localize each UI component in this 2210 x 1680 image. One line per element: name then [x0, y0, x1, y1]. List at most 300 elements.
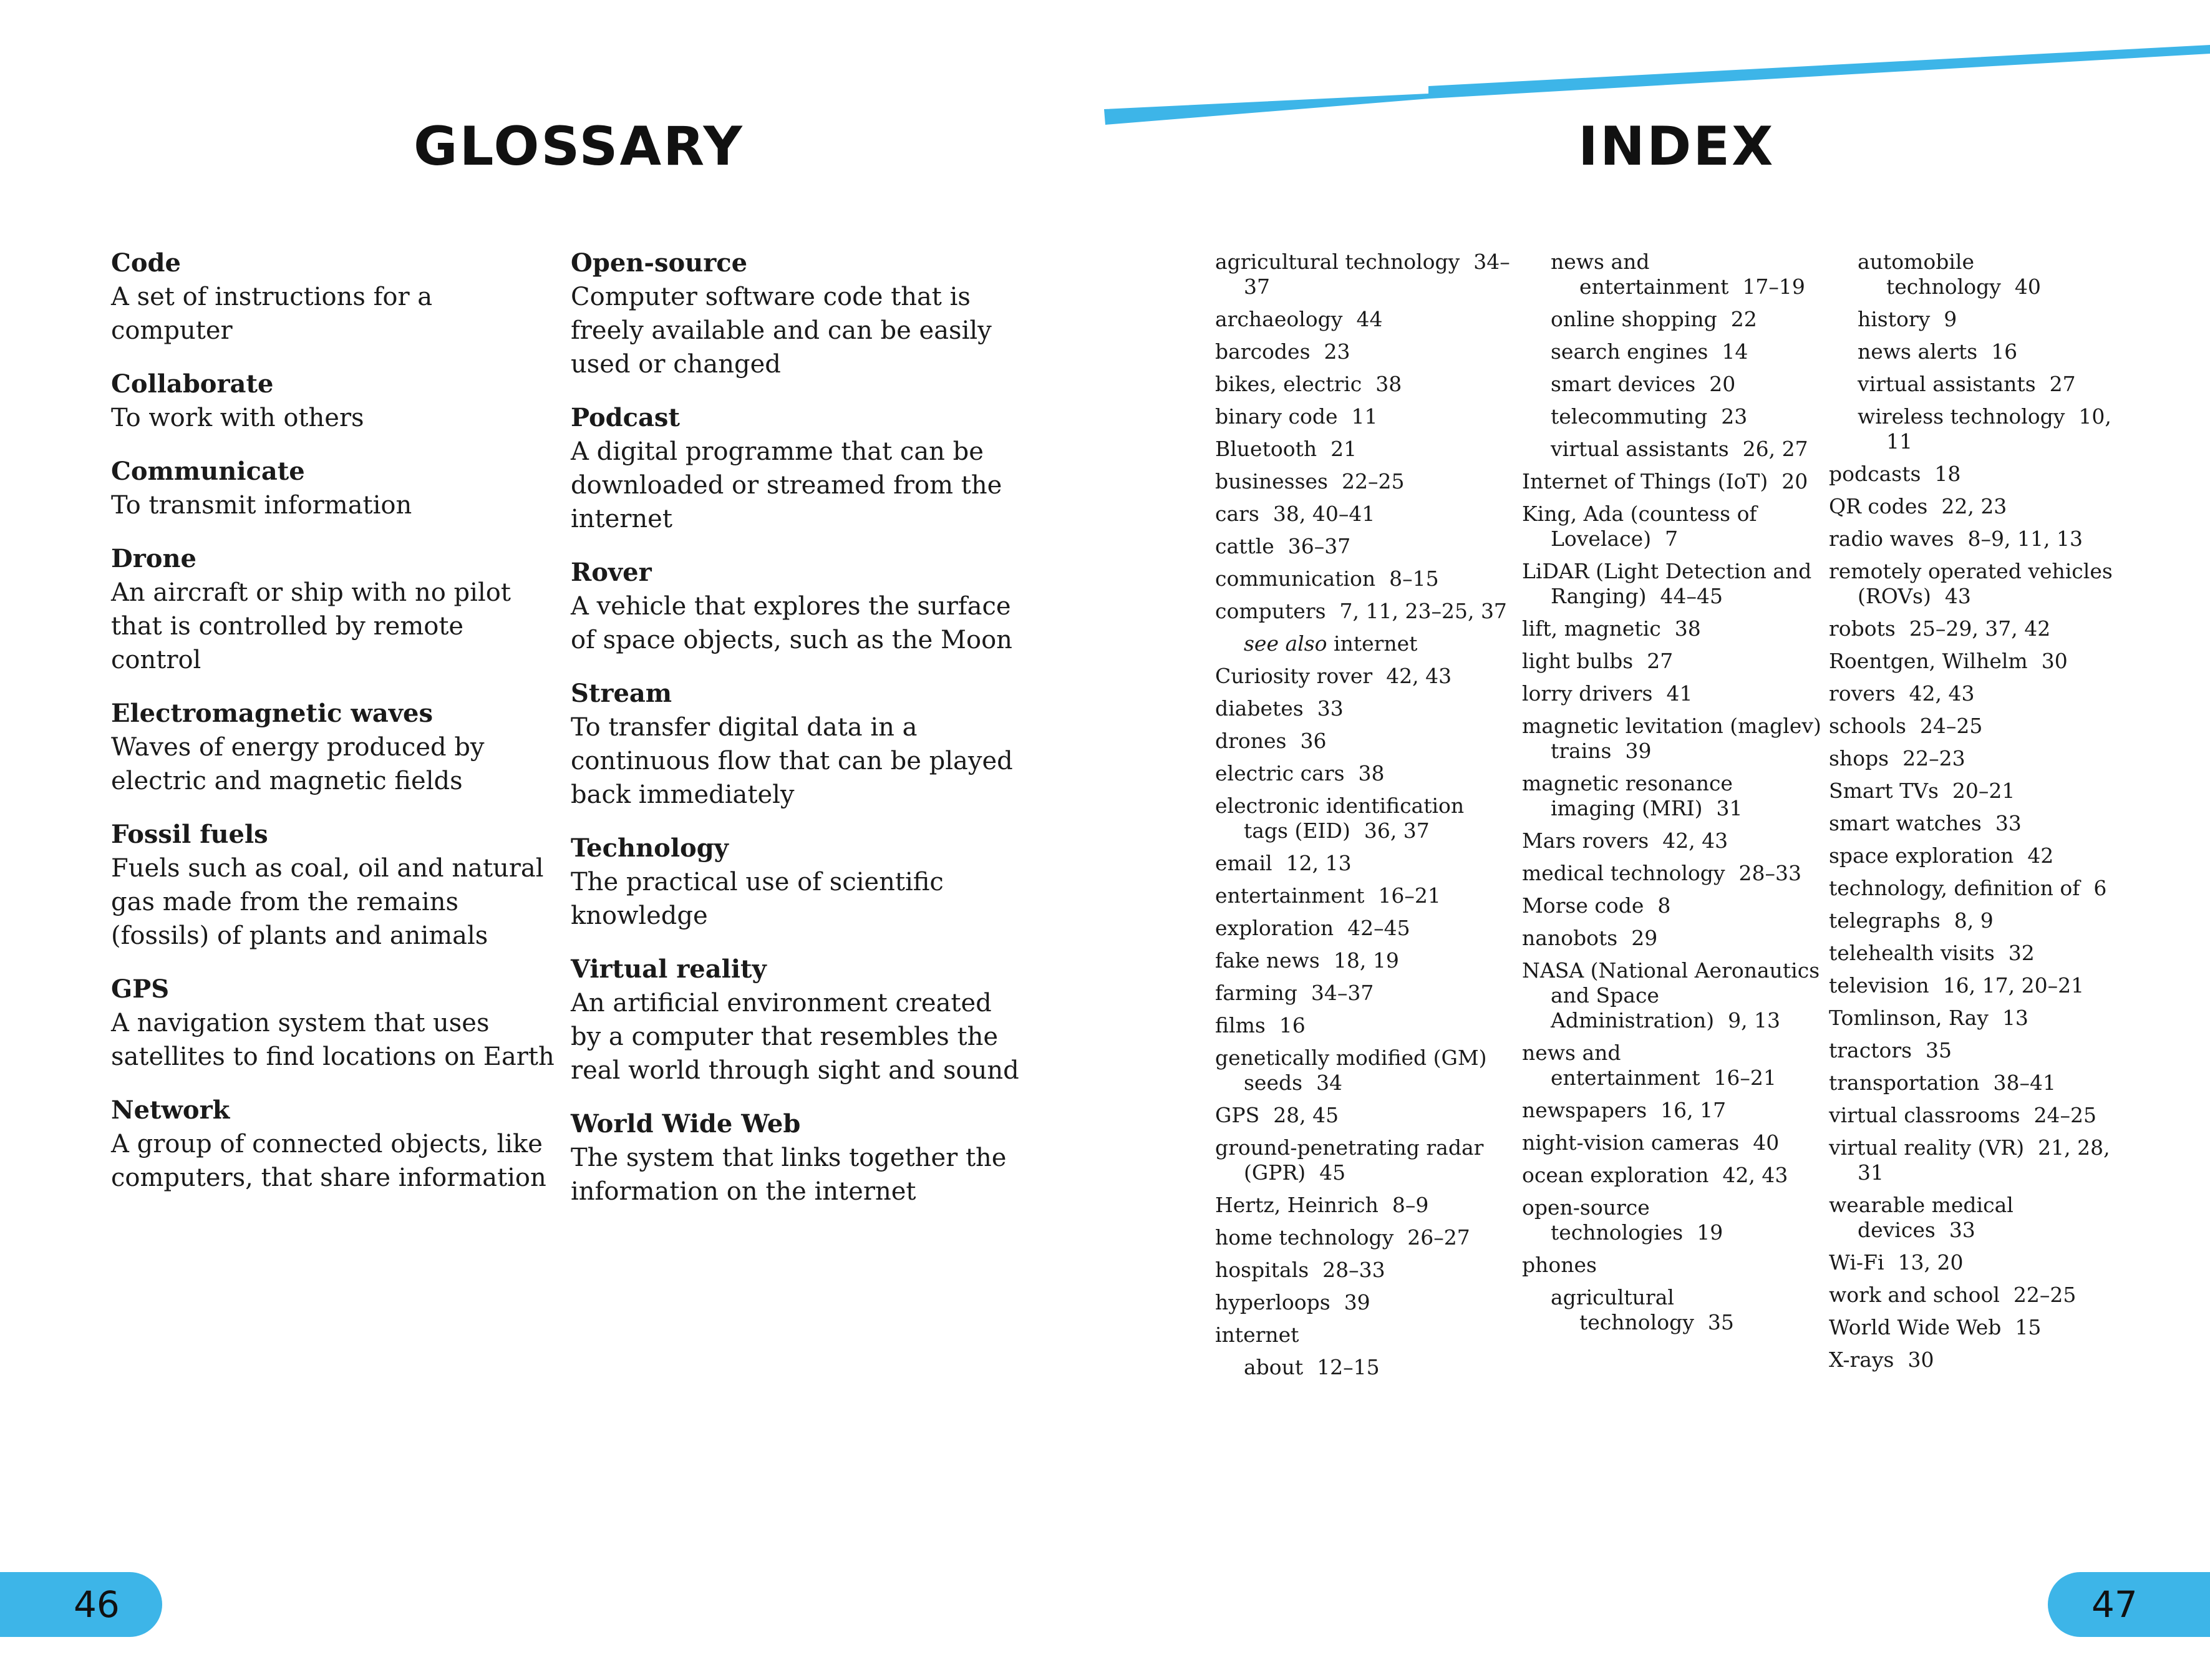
glossary-definition: A digital programme that can be downloaded or streamed from the internet: [571, 437, 1002, 533]
index-entry: [1215, 534, 1515, 559]
index-term: virtual assistants: [1858, 372, 2036, 396]
index-pages: 8–15: [1389, 566, 1439, 591]
index-term: computers: [1215, 599, 1326, 623]
index-entry: [1215, 761, 1515, 786]
glossary-term: GPS: [111, 974, 170, 1004]
index-pages: 6: [2093, 876, 2107, 900]
index-entry: [1829, 1006, 2128, 1031]
index-term: NASA (National Aeronautics and Space Administration): [1522, 958, 1820, 1032]
index-term: Curiosity rover: [1215, 664, 1373, 688]
index-entry: [1215, 1193, 1515, 1218]
index-entry: [1829, 462, 2128, 487]
index-entry: [1829, 616, 2128, 641]
index-term: fake news: [1215, 948, 1320, 973]
index-entry: [1215, 794, 1515, 843]
index-pages: 34–37: [1311, 981, 1374, 1005]
index-term: films: [1215, 1013, 1266, 1037]
index-entry: [1829, 1071, 2128, 1095]
index-pages: 36, 37: [1364, 818, 1430, 843]
glossary-entry: [111, 455, 560, 522]
index-pages: 39: [1625, 739, 1652, 763]
index-entry: [1829, 1347, 2128, 1372]
index-term: Hertz, Heinrich: [1215, 1193, 1379, 1217]
index-pages: 27: [2049, 372, 2076, 396]
index-entry: [1215, 729, 1515, 754]
page-number-left: 46: [74, 1583, 120, 1626]
index-term: Roentgen, Wilhelm: [1829, 649, 2028, 673]
index-pages: 22–23: [1902, 746, 1965, 770]
index-term: smart devices: [1551, 372, 1696, 396]
glossary-definition: To transfer digital data in a continuous flow that can be played back immediately: [571, 713, 1013, 809]
index-entry: [1522, 1130, 1821, 1155]
index-entry: [1215, 469, 1515, 494]
index-term: magnetic levitation (maglev) trains: [1522, 714, 1821, 763]
index-entry: [1829, 494, 2128, 519]
index-pages: 38, 40–41: [1272, 502, 1375, 526]
index-entry: [1522, 1041, 1821, 1090]
index-entry: [1522, 502, 1821, 551]
index-entry: [1522, 469, 1821, 494]
index-term: telegraphs: [1829, 908, 1941, 933]
index-column-1: [1215, 250, 1515, 1387]
glossary-term: Rover: [571, 558, 652, 587]
glossary-definition: To work with others: [111, 404, 364, 432]
index-pages: 22–25: [2013, 1283, 2077, 1307]
glossary-entry: [571, 677, 1020, 812]
index-term: bikes, electric: [1215, 372, 1362, 396]
index-pages: 24–25: [2033, 1103, 2097, 1127]
index-pages: 13: [2002, 1006, 2028, 1030]
index-term: ocean exploration: [1522, 1163, 1709, 1187]
index-term: night-vision cameras: [1522, 1130, 1740, 1155]
glossary-definition: Waves of energy produced by electric and magnetic fields: [111, 733, 485, 795]
index-term: Mars rovers: [1522, 828, 1649, 853]
index-pages: 18: [1934, 462, 1961, 486]
index-term: Internet of Things (IoT): [1522, 469, 1768, 493]
index-entry: [1522, 1163, 1821, 1188]
index-term: Bluetooth: [1215, 437, 1317, 461]
index-term: exploration: [1215, 916, 1334, 940]
index-term: agricultural technology: [1551, 1285, 1694, 1334]
index-pages: 7: [1665, 527, 1679, 551]
index-term: wearable medical devices: [1829, 1193, 2014, 1242]
index-term: nanobots: [1522, 926, 1618, 950]
index-pages: 35: [1707, 1310, 1734, 1334]
index-term: wireless technology: [1858, 404, 2065, 429]
index-pages: 43: [1944, 584, 1971, 608]
index-term: World Wide Web: [1829, 1315, 2002, 1339]
index-term: phones: [1522, 1253, 1597, 1277]
index-entry: [1829, 876, 2128, 901]
glossary-definition: A set of instructions for a computer: [111, 283, 433, 345]
index-pages: 17–19: [1742, 274, 1805, 299]
index-pages: 36: [1300, 729, 1327, 753]
index-pages: 24–25: [1919, 714, 1983, 738]
index-entry: [1829, 1103, 2128, 1128]
index-pages: 44–45: [1660, 584, 1723, 608]
page-number-tab-left: [0, 1572, 162, 1637]
index-pages: 9: [1944, 307, 1957, 331]
index-term: remotely operated vehicles (ROVs): [1829, 559, 2113, 608]
index-entry: [1829, 746, 2128, 771]
index-pages: 20–21: [1952, 779, 2015, 803]
glossary-entry: [111, 697, 560, 798]
index-term: schools: [1829, 714, 1906, 738]
index-entry: [1522, 616, 1821, 641]
index-entry: [1829, 908, 2128, 933]
glossary-definition: A group of connected objects, like computers, that share information: [111, 1130, 546, 1192]
index-entry: [1829, 559, 2128, 609]
index-entry: [1522, 861, 1821, 886]
index-pages: 45: [1319, 1160, 1346, 1185]
index-entry: [1829, 372, 2128, 397]
glossary-term: World Wide Web: [571, 1109, 801, 1139]
index-term: telehealth visits: [1829, 941, 1995, 965]
index-entry: [1522, 1253, 1821, 1278]
index-term: tractors: [1829, 1038, 1912, 1062]
index-pages: 12–15: [1317, 1355, 1380, 1379]
glossary-term: Electromagnetic waves: [111, 699, 433, 728]
index-column-3: [1829, 250, 2128, 1380]
index-entry: [1522, 681, 1821, 706]
index-term: archaeology: [1215, 307, 1343, 331]
index-term: hyperloops: [1215, 1290, 1330, 1314]
index-entry: [1215, 1103, 1515, 1128]
index-term: businesses: [1215, 469, 1328, 493]
index-term: binary code: [1215, 404, 1338, 429]
index-pages: 29: [1631, 926, 1658, 950]
index-pages: 42, 43: [1909, 681, 1975, 706]
index-term: smart watches: [1829, 811, 1982, 835]
index-entry: [1829, 1135, 2128, 1185]
glossary-definition: The practical use of scientific knowledge: [571, 868, 944, 930]
index-entry: [1215, 307, 1515, 332]
index-entry: [1215, 664, 1515, 689]
index-pages: 40: [1753, 1130, 1780, 1155]
glossary-entry: [571, 246, 1020, 381]
index-term: cattle: [1215, 534, 1274, 558]
index-pages: 11: [1351, 404, 1378, 429]
glossary-term: Communicate: [111, 457, 305, 486]
index-entry: [1215, 1225, 1515, 1250]
page-number-right: 47: [2091, 1583, 2138, 1626]
index-term: genetically modified (GM) seeds: [1215, 1046, 1487, 1095]
glossary-term: Fossil fuels: [111, 820, 268, 849]
index-see-also: see also: [1244, 631, 1327, 656]
index-pages: 42: [2027, 843, 2054, 868]
index-pages: 31: [1716, 796, 1743, 820]
index-entry: [1522, 372, 1821, 397]
glossary-term: Technology: [571, 833, 729, 863]
index-term: automobile technology: [1858, 250, 2001, 299]
index-entry: [1215, 1323, 1515, 1347]
index-entry: [1522, 339, 1821, 364]
index-term: QR codes: [1829, 494, 1928, 518]
index-entry: [1829, 307, 2128, 332]
index-entry: [1215, 948, 1515, 973]
index-pages: 20: [1781, 469, 1808, 493]
index-entry: [1215, 1290, 1515, 1315]
index-term: farming: [1215, 981, 1297, 1005]
index-entry: [1522, 893, 1821, 918]
index-term: electronic identification tags (EID): [1215, 794, 1465, 843]
index-pages: 30: [1907, 1347, 1934, 1372]
index-term: light bulbs: [1522, 649, 1634, 673]
glossary-term: Virtual reality: [571, 954, 767, 984]
index-entry: [1522, 307, 1821, 332]
index-pages: 8–9, 11, 13: [1967, 527, 2083, 551]
index-pages: 22–25: [1341, 469, 1405, 493]
index-pages: 19: [1697, 1220, 1723, 1245]
index-term: transportation: [1829, 1071, 1980, 1095]
index-entry: [1215, 250, 1515, 299]
index-entry: [1215, 437, 1515, 462]
index-term: ground-penetrating radar (GPR): [1215, 1135, 1484, 1185]
index-pages: 33: [1949, 1218, 1975, 1242]
glossary-term: Collaborate: [111, 369, 274, 399]
index-term: Morse code: [1522, 893, 1644, 918]
index-term: virtual reality (VR): [1829, 1135, 2025, 1160]
index-pages: 16–21: [1713, 1066, 1776, 1090]
index-term: robots: [1829, 616, 1896, 641]
index-entry: [1215, 631, 1515, 656]
index-pages: 30: [2041, 649, 2068, 673]
glossary-entry: [571, 401, 1020, 536]
index-entry: [1215, 599, 1515, 624]
glossary-entry: [571, 1107, 1020, 1208]
glossary-column-2: [571, 246, 1020, 1228]
index-term: rovers: [1829, 681, 1896, 706]
index-pages: 42, 43: [1386, 664, 1452, 688]
index-term: newspapers: [1522, 1098, 1647, 1122]
index-pages: 16, 17: [1660, 1098, 1727, 1122]
glossary-term: Podcast: [571, 403, 680, 432]
index-pages: 8: [1657, 893, 1671, 918]
index-pages: 20: [1709, 372, 1736, 396]
index-title: INDEX: [1578, 115, 1775, 178]
index-entry: [1829, 404, 2128, 454]
index-pages: 26, 27: [1742, 437, 1808, 461]
index-term: barcodes: [1215, 339, 1311, 364]
index-pages: 38–41: [1993, 1071, 2057, 1095]
decorative-blue-stripe: [0, 0, 2210, 137]
index-entry: [1215, 1355, 1515, 1380]
glossary-entry: [571, 556, 1020, 657]
index-entry: [1215, 1046, 1515, 1095]
glossary-entry: [111, 246, 560, 347]
glossary-definition: An artificial environment created by a computer that resembles the real world through sight and sound: [571, 989, 1019, 1085]
index-pages: 40: [2014, 274, 2041, 299]
index-entry: [1522, 559, 1821, 609]
index-pages: 21, 28, 31: [1858, 1135, 2110, 1185]
index-pages: 32: [2008, 941, 2035, 965]
index-term: King, Ada (countess of Lovelace): [1522, 502, 1757, 551]
index-pages: 16–21: [1378, 883, 1441, 908]
index-term: home technology: [1215, 1225, 1394, 1250]
index-term: hospitals: [1215, 1258, 1309, 1282]
glossary-definition: Computer software code that is freely available and can be easily used or changed: [571, 283, 992, 379]
glossary-term: Open-source: [571, 248, 748, 278]
index-pages: 42, 43: [1662, 828, 1728, 853]
index-entry: [1829, 250, 2128, 299]
glossary-title: GLOSSARY: [414, 115, 744, 178]
index-pages: 12, 13: [1286, 851, 1352, 875]
index-term: Tomlinson, Ray: [1829, 1006, 1989, 1030]
index-pages: 23: [1324, 339, 1350, 364]
index-pages: 9, 13: [1728, 1008, 1781, 1032]
index-pages: 28–33: [1322, 1258, 1385, 1282]
index-entry: [1522, 714, 1821, 764]
glossary-definition: The system that links together the information on the internet: [571, 1143, 1007, 1206]
index-term: internet: [1334, 631, 1418, 656]
glossary-entry: [111, 1094, 560, 1195]
index-entry: [1215, 372, 1515, 397]
index-pages: 38: [1375, 372, 1402, 396]
index-entry: [1215, 1258, 1515, 1283]
index-pages: 26–27: [1407, 1225, 1470, 1250]
index-term: space exploration: [1829, 843, 2014, 868]
index-term: work and school: [1829, 1283, 2000, 1307]
index-entry: [1829, 1193, 2128, 1243]
index-entry: [1829, 527, 2128, 551]
index-term: LiDAR (Light Detection and Ranging): [1522, 559, 1812, 608]
index-term: entertainment: [1215, 883, 1365, 908]
index-entry: [1829, 714, 2128, 739]
glossary-definition: To transmit information: [111, 491, 412, 520]
index-pages: 18, 19: [1333, 948, 1399, 973]
index-entry: [1522, 250, 1821, 299]
index-term: medical technology: [1522, 861, 1725, 885]
index-entry: [1829, 339, 2128, 364]
index-term: technology, definition of: [1829, 876, 2080, 900]
index-term: about: [1244, 1355, 1304, 1379]
index-entry: [1829, 973, 2128, 998]
index-pages: 41: [1666, 681, 1693, 706]
index-entry: [1522, 926, 1821, 951]
index-term: news and entertainment: [1551, 250, 1729, 299]
index-term: online shopping: [1551, 307, 1717, 331]
index-entry: [1522, 437, 1821, 462]
index-pages: 39: [1344, 1290, 1370, 1314]
index-pages: 14: [1722, 339, 1748, 364]
index-entry: [1829, 843, 2128, 868]
index-entry: [1522, 828, 1821, 853]
index-pages: 16: [1991, 339, 2018, 364]
index-pages: 16: [1279, 1013, 1306, 1037]
glossary-column-1: [111, 246, 560, 1215]
index-entry: [1829, 941, 2128, 966]
index-term: internet: [1215, 1323, 1299, 1347]
index-pages: 7, 11, 23–25, 37: [1339, 599, 1507, 623]
index-entry: [1829, 1250, 2128, 1275]
index-entry: [1829, 681, 2128, 706]
index-pages: 25–29, 37, 42: [1909, 616, 2051, 641]
index-term: Smart TVs: [1829, 779, 1939, 803]
index-term: drones: [1215, 729, 1287, 753]
index-entry: [1215, 851, 1515, 876]
index-pages: 42–45: [1347, 916, 1410, 940]
index-pages: 36–37: [1287, 534, 1351, 558]
index-pages: 38: [1674, 616, 1701, 641]
index-term: history: [1858, 307, 1931, 331]
index-entry: [1829, 811, 2128, 836]
index-entry: [1215, 1013, 1515, 1038]
index-entry: [1522, 649, 1821, 674]
index-term: telecommuting: [1551, 404, 1708, 429]
index-entry: [1522, 1098, 1821, 1123]
index-term: virtual assistants: [1551, 437, 1729, 461]
index-entry: [1522, 958, 1821, 1033]
index-term: open-source technologies: [1522, 1195, 1684, 1245]
index-entry: [1215, 916, 1515, 941]
index-term: radio waves: [1829, 527, 1954, 551]
index-pages: 44: [1356, 307, 1383, 331]
index-entry: [1829, 1283, 2128, 1308]
glossary-term: Network: [111, 1095, 230, 1125]
index-entry: [1829, 649, 2128, 674]
glossary-term: Drone: [111, 544, 196, 573]
index-pages: 28, 45: [1273, 1103, 1339, 1127]
index-term: agricultural technology: [1215, 250, 1460, 274]
index-term: lift, magnetic: [1522, 616, 1661, 641]
index-term: virtual classrooms: [1829, 1103, 2020, 1127]
glossary-entry: [111, 973, 560, 1074]
index-term: X-rays: [1829, 1347, 1894, 1372]
index-term: lorry drivers: [1522, 681, 1653, 706]
index-pages: 35: [1926, 1038, 1952, 1062]
index-pages: 27: [1647, 649, 1674, 673]
index-entry: [1522, 771, 1821, 821]
index-entry: [1215, 404, 1515, 429]
index-entry: [1215, 883, 1515, 908]
index-term: news and entertainment: [1522, 1041, 1700, 1090]
index-pages: 10, 11: [1886, 404, 2111, 454]
glossary-definition: Fuels such as coal, oil and natural gas made from the remains (fossils) of plants and animals: [111, 854, 544, 950]
index-term: electric cars: [1215, 761, 1345, 785]
glossary-definition: A navigation system that uses satellites to find locations on Earth: [111, 1009, 555, 1071]
index-term: podcasts: [1829, 462, 1921, 486]
index-pages: 8, 9: [1954, 908, 1994, 933]
index-term: news alerts: [1858, 339, 1978, 364]
index-entry: [1215, 696, 1515, 721]
index-pages: 15: [2015, 1315, 2042, 1339]
index-entry: [1829, 779, 2128, 804]
index-term: email: [1215, 851, 1272, 875]
glossary-entry: [111, 542, 560, 677]
index-pages: 16, 17, 20–21: [1942, 973, 2085, 998]
index-term: Wi-Fi: [1829, 1250, 1884, 1275]
index-pages: 34–37: [1244, 250, 1510, 299]
index-pages: 42, 43: [1722, 1163, 1788, 1187]
index-pages: 21: [1330, 437, 1357, 461]
index-pages: 8–9: [1392, 1193, 1429, 1217]
index-pages: 22: [1730, 307, 1757, 331]
glossary-term: Code: [111, 248, 181, 278]
index-entry: [1522, 1285, 1821, 1335]
index-entry: [1215, 502, 1515, 527]
index-term: search engines: [1551, 339, 1708, 364]
index-entry: [1215, 981, 1515, 1006]
index-term: GPS: [1215, 1103, 1260, 1127]
index-entry: [1829, 1038, 2128, 1063]
glossary-entry: [111, 367, 560, 435]
index-pages: 33: [1317, 696, 1344, 721]
index-pages: 13, 20: [1897, 1250, 1964, 1275]
glossary-definition: A vehicle that explores the surface of space objects, such as the Moon: [571, 592, 1012, 654]
index-term: diabetes: [1215, 696, 1304, 721]
index-term: shops: [1829, 746, 1889, 770]
index-entry: [1522, 1195, 1821, 1245]
